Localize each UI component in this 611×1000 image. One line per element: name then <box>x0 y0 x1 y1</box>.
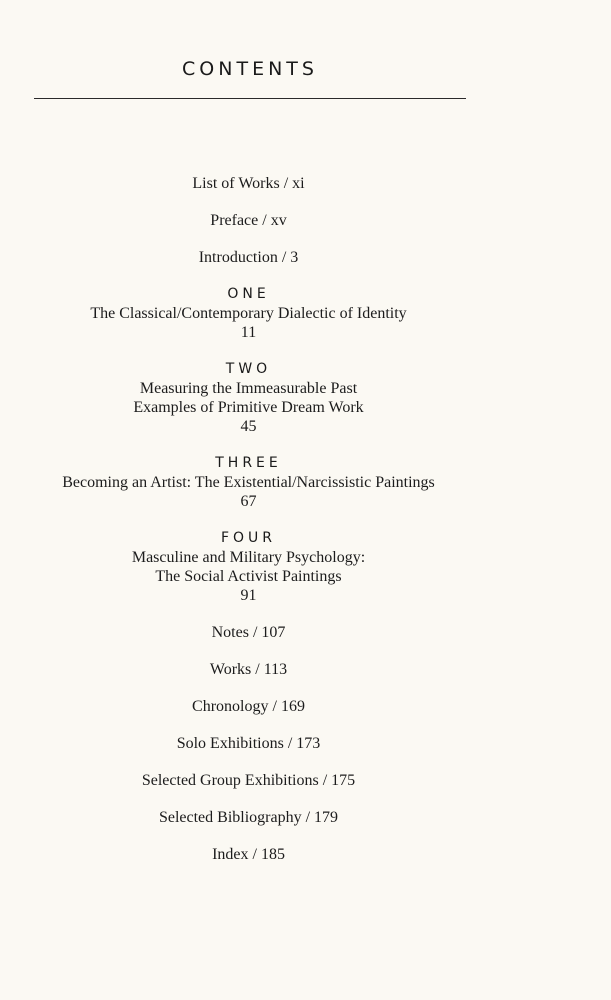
chapter-number: TWO <box>225 361 272 377</box>
page-title: CONTENTS <box>182 58 318 80</box>
toc-entry-introduction: Introduction / 3 <box>198 249 299 266</box>
toc-entry-works: Works / 113 <box>209 661 288 678</box>
chapter-page: 67 <box>240 493 257 510</box>
toc-entry-bibliography: Selected Bibliography / 179 <box>158 809 339 826</box>
toc-entry-notes: Notes / 107 <box>211 624 286 641</box>
table-of-contents <box>0 174 497 882</box>
chapter-title-line-2: The Social Activist Paintings <box>155 568 342 585</box>
chapter-page: 45 <box>240 418 257 435</box>
chapter-title-line-1: Masculine and Military Psychology: <box>131 549 366 566</box>
chapter-title-line-1: Measuring the Immeasurable Past <box>139 380 358 397</box>
chapter-title: The Classical/Contemporary Dialectic of Identity <box>90 305 407 322</box>
chapter-page: 11 <box>240 324 257 341</box>
toc-entry-preface: Preface / xv <box>210 212 287 229</box>
chapter-number: THREE <box>215 455 282 471</box>
toc-entry-index: Index / 185 <box>212 846 285 863</box>
toc-chapter-one <box>0 285 497 342</box>
toc-chapter-three <box>0 454 497 511</box>
title-rule <box>34 98 466 99</box>
chapter-title: Becoming an Artist: The Existential/Narcissistic Paintings <box>62 474 435 491</box>
chapter-number: FOUR <box>220 530 277 546</box>
toc-entry-group-exhibitions: Selected Group Exhibitions / 175 <box>141 772 356 789</box>
toc-entry-chronology: Chronology / 169 <box>192 698 305 715</box>
toc-chapter-two <box>0 360 497 436</box>
chapter-title-line-2: Examples of Primitive Dream Work <box>133 399 364 416</box>
toc-entry-list-of-works: List of Works / xi <box>192 175 305 192</box>
chapter-page: 91 <box>240 587 257 604</box>
toc-chapter-four <box>0 529 497 605</box>
toc-entry-solo-exhibitions: Solo Exhibitions / 173 <box>176 735 321 752</box>
chapter-number: ONE <box>227 286 270 302</box>
